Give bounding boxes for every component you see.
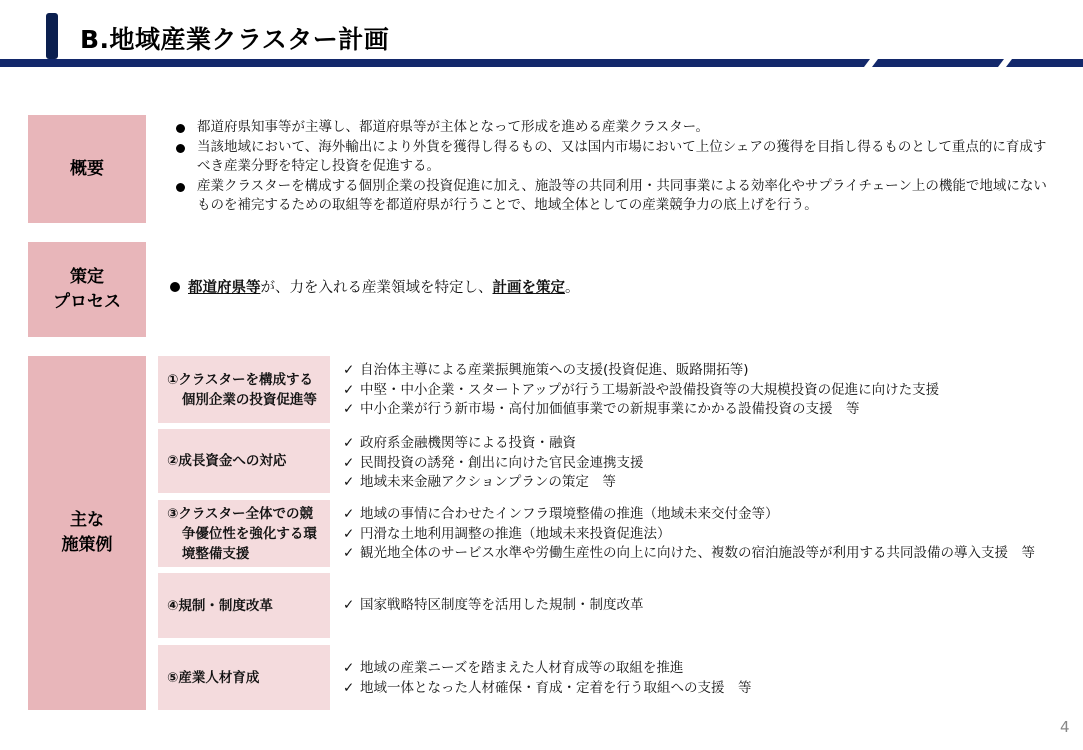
measure-item: ✓ 中小企業が行う新市場・高付加価値事業での新規事業にかかる設備投資の支援 等 — [343, 400, 939, 420]
overview-list — [176, 118, 1056, 216]
checkmark-icon: ✓ — [343, 506, 355, 522]
measure-item: ✓ 観光地全体のサービス水準や労働生産性の向上に向けた、複数の宿泊施設等が利用する共同設備の導入支援 等 — [343, 544, 1035, 564]
measures-label-text: 主な 施策例 — [61, 510, 113, 555]
measure-item: ✓ 地域一体となった人材確保・育成・定着を行う取組への支援 等 — [343, 679, 752, 699]
checkmark-icon: ✓ — [343, 454, 355, 471]
bullet-dot-icon — [176, 144, 185, 153]
measure-item: ✓ 中堅・中小企業・スタートアップが行う工場新設や設備投資等の大規模投資の促進に向けた支援 — [343, 381, 939, 401]
measure-group-title: ④規制・制度改革 — [158, 573, 330, 638]
process-statement — [170, 276, 580, 297]
bullet-dot-icon — [176, 124, 185, 133]
measure-items — [343, 505, 1035, 564]
process-label-text: 策定 プロセス — [53, 266, 121, 312]
measure-item: ✓ 地域の産業ニーズを踏まえた人材育成等の取組を推進 — [343, 659, 752, 679]
overview-item: 当該地域において、海外輸出により外貨を獲得し得るもの、又は国内市場において上位シェアの獲得を目指し得るものとして重点的に育成すべき産業分野を特定し投資を促進する。 — [176, 138, 1056, 177]
checkmark-icon: ✓ — [343, 381, 355, 398]
overview-label: 概要 — [28, 115, 146, 223]
measure-item: ✓ 円滑な土地利用調整の推進（地域未来投資促進法） — [343, 525, 1035, 545]
measure-items — [343, 596, 644, 616]
measure-group-title: ①クラスターを構成する個別企業の投資促進等 — [158, 356, 330, 423]
measure-item: ✓ 地域の事情に合わせたインフラ環境整備の推進（地域未来交付金等） — [343, 505, 1035, 525]
checkmark-icon: ✓ — [343, 435, 355, 451]
measures-label — [28, 356, 146, 710]
measure-item: ✓ 国家戦略特区制度等を活用した規制・制度改革 — [343, 596, 644, 616]
checkmark-icon: ✓ — [343, 679, 355, 696]
process-action: 計画を策定 — [492, 280, 565, 296]
checkmark-icon: ✓ — [343, 401, 355, 417]
measure-items — [343, 434, 644, 493]
header-rule — [0, 59, 870, 67]
measure-items — [343, 659, 752, 698]
measure-item: ✓ 民間投資の誘発・創出に向けた官民金連携支援 — [343, 454, 644, 474]
process-actor: 都道府県等 — [188, 280, 261, 296]
header-rule-segment — [1006, 59, 1083, 67]
bullet-dot-icon — [170, 282, 180, 292]
checkmark-icon: ✓ — [343, 597, 355, 613]
process-label — [28, 242, 146, 337]
measure-group-title: ②成長資金への対応 — [158, 429, 330, 493]
checkmark-icon: ✓ — [343, 525, 355, 542]
header-rule-segment — [872, 59, 1004, 67]
measure-group-title: ③クラスター全体での競争優位性を強化する環境整備支援 — [158, 500, 330, 567]
process-end: 。 — [565, 280, 580, 296]
title-accent-bar — [46, 13, 58, 59]
page-number: 4 — [1060, 718, 1070, 736]
page-title: B.地域産業クラスター計画 — [80, 25, 390, 54]
measure-item: ✓ 自治体主導による産業振興施策への支援(投資促進、販路開拓等) — [343, 361, 939, 381]
checkmark-icon: ✓ — [343, 545, 355, 561]
measure-group-title: ⑤産業人材育成 — [158, 645, 330, 710]
measure-item: ✓ 地域未来金融アクションプランの策定 等 — [343, 473, 644, 493]
bullet-dot-icon — [176, 183, 185, 192]
checkmark-icon: ✓ — [343, 660, 355, 676]
overview-item: 都道府県知事等が主導し、都道府県等が主体となって形成を進める産業クラスター。 — [176, 118, 1056, 138]
checkmark-icon: ✓ — [343, 474, 355, 490]
measure-item: ✓ 政府系金融機関等による投資・融資 — [343, 434, 644, 454]
overview-item: 産業クラスターを構成する個別企業の投資促進に加え、施設等の共同利用・共同事業による効率化やサプライチェーン上の機能で地域にないものを補完するための取組等を都道府県が行うことで、地域全体としての産業競争力の底上げを行う。 — [176, 177, 1056, 216]
process-middle: が、力を入れる産業領域を特定し、 — [260, 280, 493, 296]
measure-items — [343, 361, 939, 420]
checkmark-icon: ✓ — [343, 362, 355, 378]
